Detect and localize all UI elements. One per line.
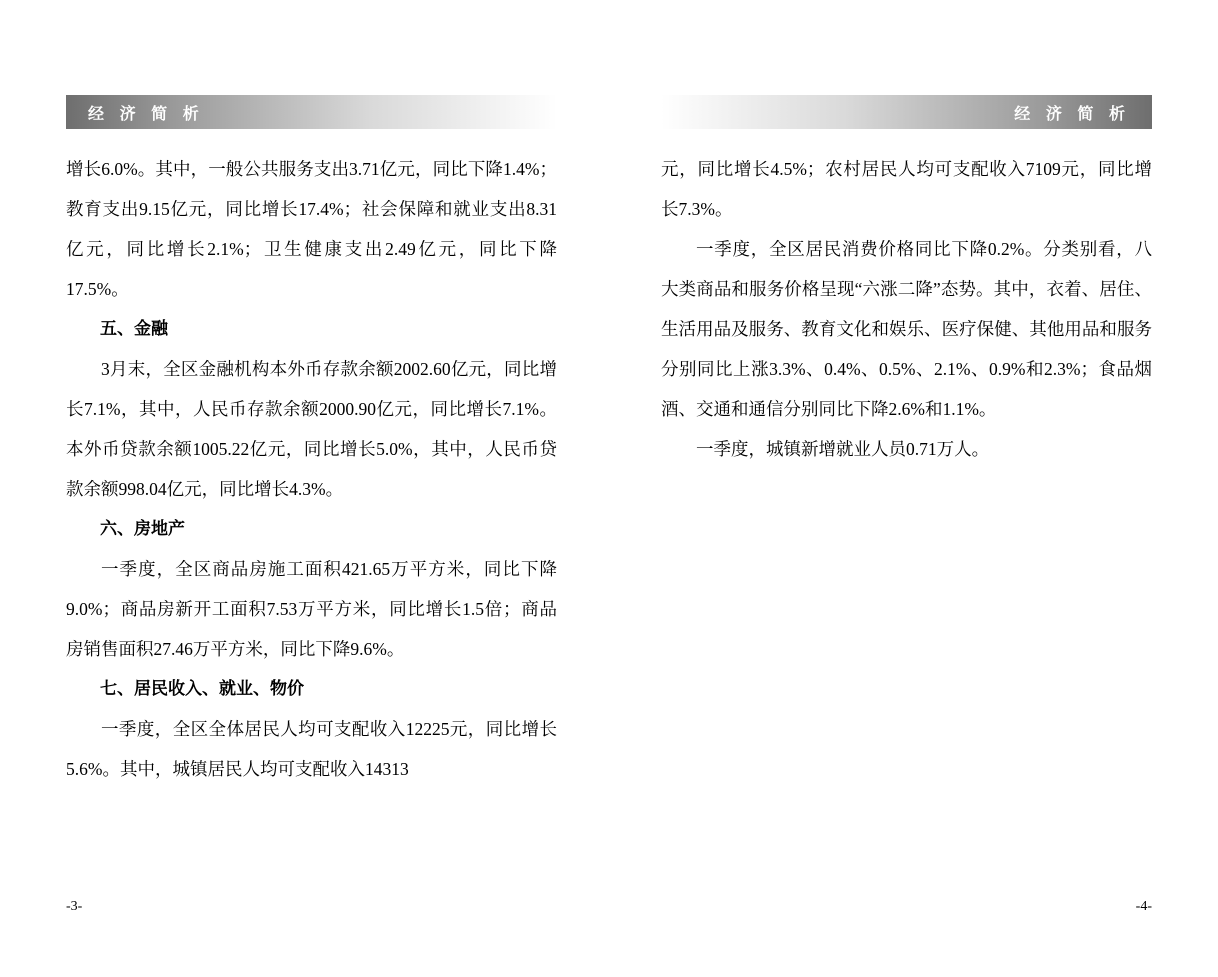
header-title-left: 经 济 简 析 xyxy=(88,103,204,123)
running-header-left xyxy=(66,95,557,129)
paragraph: 一季度，全区商品房施工面积421.65万平方米，同比下降9.0%；商品房新开工面积7.53万平方米，同比增长1.5倍；商品房销售面积27.46万平方米，同比下降9.6%。 xyxy=(66,559,557,659)
header-title-right: 经 济 简 析 xyxy=(1014,103,1130,123)
paragraph: 3月末，全区金融机构本外币存款余额2002.60亿元，同比增长7.1%，其中，人民币存款余额2000.90亿元，同比增长7.1%。本外币贷款余额1005.22亿元，同比增长5.0%，其中，人民币贷款余额998.04亿元，同比增长4.3%。 xyxy=(66,359,557,499)
page-number-left: -3- xyxy=(66,899,83,914)
paragraph: 一季度，全区居民消费价格同比下降0.2%。分类别看，八大类商品和服务价格呈现“六涨二降”态势。其中，衣着、居住、生活用品及服务、教育文化和娱乐、医疗保健、其他用品和服务分别同比上涨3.3%、0.4%、0.5%、2.1%、0.9%和2.3%；食品烟酒、交通和通信分别同比下降2.6%和1.1%。 xyxy=(661,239,1152,419)
paragraph: 一季度，城镇新增就业人员0.71万人。 xyxy=(696,439,990,459)
section-heading-income-employment-prices: 七、居民收入、就业、物价 xyxy=(100,679,304,699)
page-left-body xyxy=(66,149,557,789)
page-number-right: -4- xyxy=(1135,899,1152,914)
paragraph: 元，同比增长4.5%；农村居民人均可支配收入7109元，同比增长7.3%。 xyxy=(661,159,1152,219)
paragraph: 增长6.0%。其中，一般公共服务支出3.71亿元，同比下降1.4%；教育支出9.15亿元，同比增长17.4%；社会保障和就业支出8.31亿元，同比增长2.1%；卫生健康支出2.49亿元，同比下降17.5%。 xyxy=(66,159,557,299)
section-heading-real-estate: 六、房地产 xyxy=(100,519,185,539)
running-header-right xyxy=(661,95,1152,129)
section-heading-finance: 五、金融 xyxy=(100,319,168,339)
page-right-body xyxy=(661,149,1152,469)
paragraph: 一季度，全区全体居民人均可支配收入12225元，同比增长5.6%。其中，城镇居民人均可支配收入14313 xyxy=(66,719,557,779)
page-right xyxy=(609,0,1218,977)
